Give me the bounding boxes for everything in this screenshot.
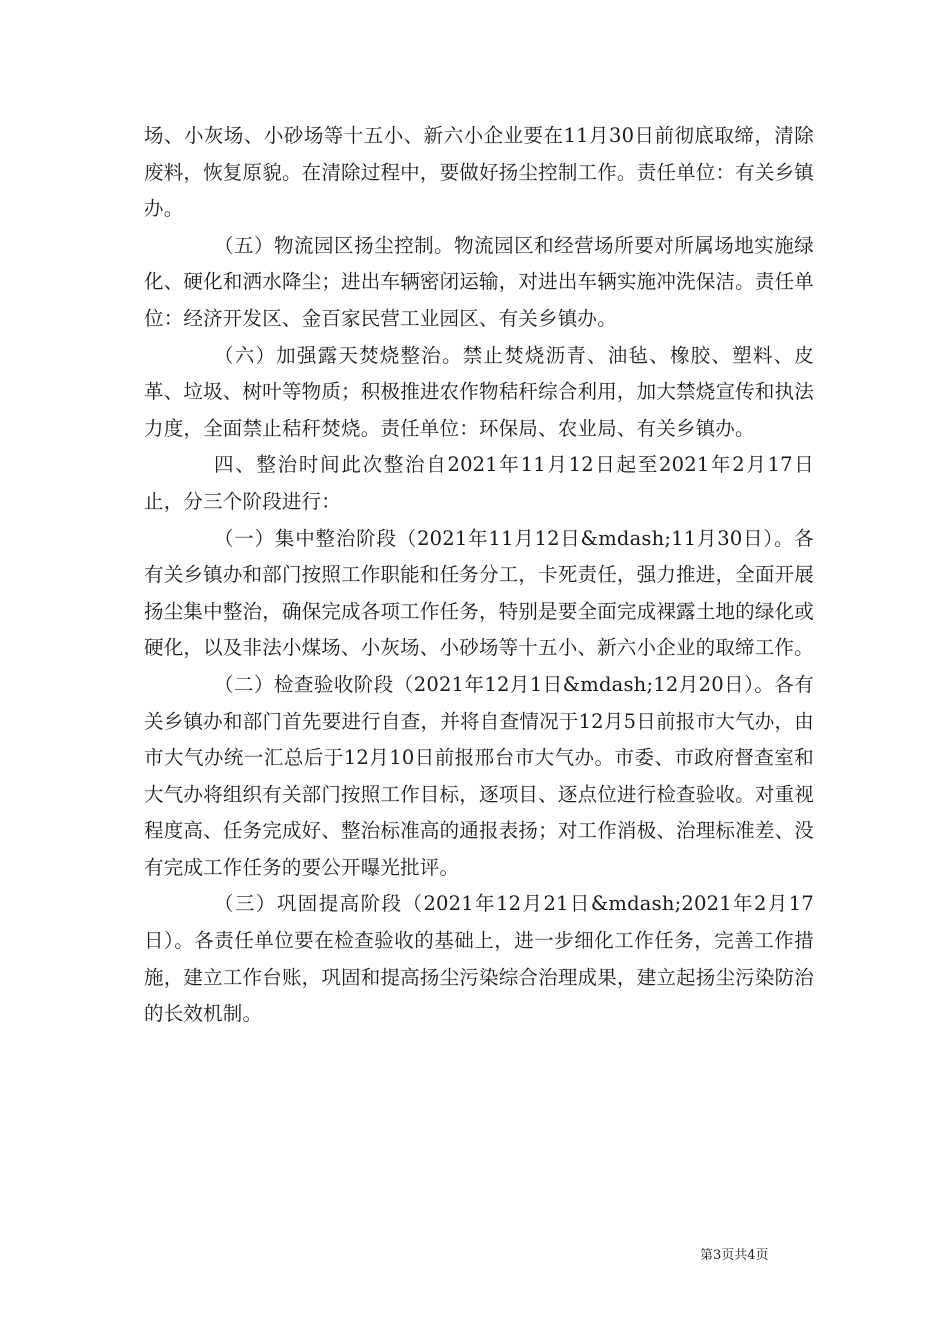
paragraph-item-6: （六）加强露天焚烧整治。禁止焚烧沥青、油毡、橡胶、塑料、皮革、垃圾、树叶等物质；积极推进农作物秸秆综合利用，加大禁烧宣传和执法力度，全面禁止秸秆焚烧。责任单位：环保局、农业局、有关乡镇办。 xyxy=(144,343,814,440)
page-footer: 第3页共4页 xyxy=(700,1248,769,1263)
paragraph-section-4: 四、整治时间此次整治自2021年11月12日起至2021年2月17日止，分三个阶段进行： xyxy=(144,453,814,513)
paragraph-stage-3: （三）巩固提高阶段（2021年12月21日&mdash;2021年2月17日）。各责任单位要在检查验收的基础上，进一步细化工作任务，完善工作措施，建立工作台账，巩固和提高扬尘污染综合治理成果，建立起扬尘污染防治的长效机制。 xyxy=(144,892,814,1026)
paragraph-continuation: 场、小灰场、小砂场等十五小、新六小企业要在11月30日前彻底取缔，清除废料，恢复原貌。在清除过程中，要做好扬尘控制工作。责任单位：有关乡镇办。 xyxy=(144,124,814,221)
document-body xyxy=(144,118,814,1033)
paragraph-item-5: （五）物流园区扬尘控制。物流园区和经营场所要对所属场地实施绿化、硬化和洒水降尘；进出车辆密闭运输，对进出车辆实施冲洗保洁。责任单位：经济开发区、金百家民营工业园区、有关乡镇办。 xyxy=(144,233,814,330)
paragraph-stage-1: （一）集中整治阶段（2021年11月12日&mdash;11月30日）。各有关乡镇办和部门按照工作职能和任务分工，卡死责任，强力推进，全面开展扬尘集中整治，确保完成各项工作任务，特别是要全面完成裸露土地的绿化或硬化，以及非法小煤场、小灰场、小砂场等十五小、新六小企业的取缔工作。 xyxy=(144,526,814,660)
paragraph-stage-2: （二）检查验收阶段（2021年12月1日&mdash;12月20日）。各有关乡镇办和部门首先要进行自查，并将自查情况于12月5日前报市大气办，由市大气办统一汇总后于12月10日前报邢台市大气办。市委、市政府督查室和大气办将组织有关部门按照工作目标，逐项目、逐点位进行检查验收。对重视程度高、任务完成好、整治标准高的通报表扬；对工作消极、治理标准差、没有完成工作任务的要公开曝光批评。 xyxy=(144,672,814,879)
